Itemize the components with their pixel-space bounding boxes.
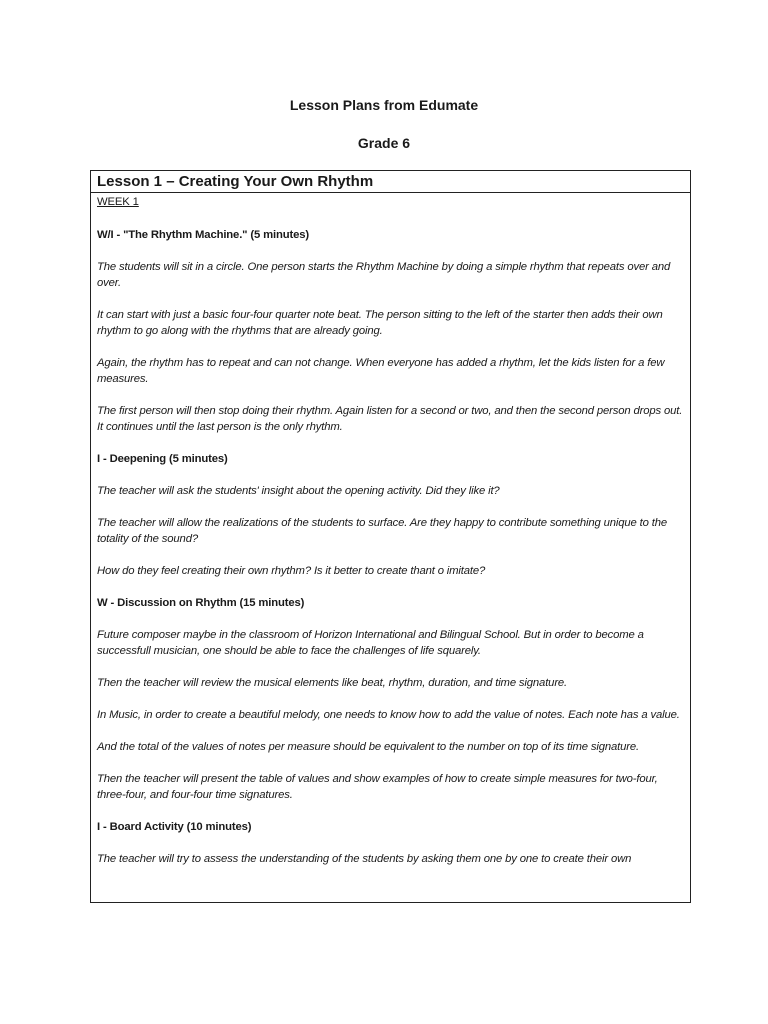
paragraph: Then the teacher will review the musical elements like beat, rhythm, duration, and time signature. xyxy=(97,677,568,689)
paragraph: And the total of the values of notes per measure should be equivalent to the number on top of its time signature. xyxy=(97,741,639,753)
document-grade: Grade 6 xyxy=(357,135,411,151)
section-heading-board-activity: I - Board Activity (10 minutes) xyxy=(97,821,252,833)
paragraph: The students will sit in a circle. One person starts the Rhythm Machine by doing a simple rhythm that repeats over and over. xyxy=(97,261,671,289)
paragraph: It can start with just a basic four-four quarter note beat. The person sitting to the left of the starter then adds their own rhythm to go along with the rhythms that are already going. xyxy=(97,309,663,337)
paragraph: Future composer maybe in the classroom of Horizon International and Bilingual School. But in order to become a successfull musician, one should be able to face the challenges of life squarely. xyxy=(97,629,644,657)
document-title: Lesson Plans from Edumate xyxy=(289,97,479,113)
section-heading-deepening: I - Deepening (5 minutes) xyxy=(97,453,228,465)
paragraph: How do they feel creating their own rhythm? Is it better to create thant o imitate? xyxy=(97,565,486,577)
paragraph: The first person will then stop doing their rhythm. Again listen for a second or two, and then the second person drops out. It continues until the last person is the only rhythm. xyxy=(97,405,683,433)
week-label: WEEK 1 xyxy=(97,196,139,208)
paragraph: The teacher will try to assess the understanding of the students by asking them one by one to create their own xyxy=(97,853,632,865)
paragraph: Then the teacher will present the table of values and show examples of how to create simple measures for two-four, three-four, and four-four time signatures. xyxy=(97,773,658,801)
paragraph: Again, the rhythm has to repeat and can not change. When everyone has added a rhythm, let the kids listen for a few measures. xyxy=(97,357,665,385)
section-heading-rhythm-machine: W/I - "The Rhythm Machine." (5 minutes) xyxy=(97,229,309,241)
paragraph: The teacher will ask the students' insight about the opening activity. Did they like it? xyxy=(97,485,500,497)
paragraph: The teacher will allow the realizations of the students to surface. Are they happy to contribute something unique to the totality of the sound? xyxy=(97,517,667,545)
lesson-table xyxy=(90,170,691,903)
section-heading-discussion: W - Discussion on Rhythm (15 minutes) xyxy=(97,597,305,609)
paragraph: In Music, in order to create a beautiful melody, one needs to know how to add the value of notes. Each note has a value. xyxy=(97,709,680,721)
lesson-title: Lesson 1 – Creating Your Own Rhythm xyxy=(91,171,690,193)
lesson-content xyxy=(91,194,690,867)
